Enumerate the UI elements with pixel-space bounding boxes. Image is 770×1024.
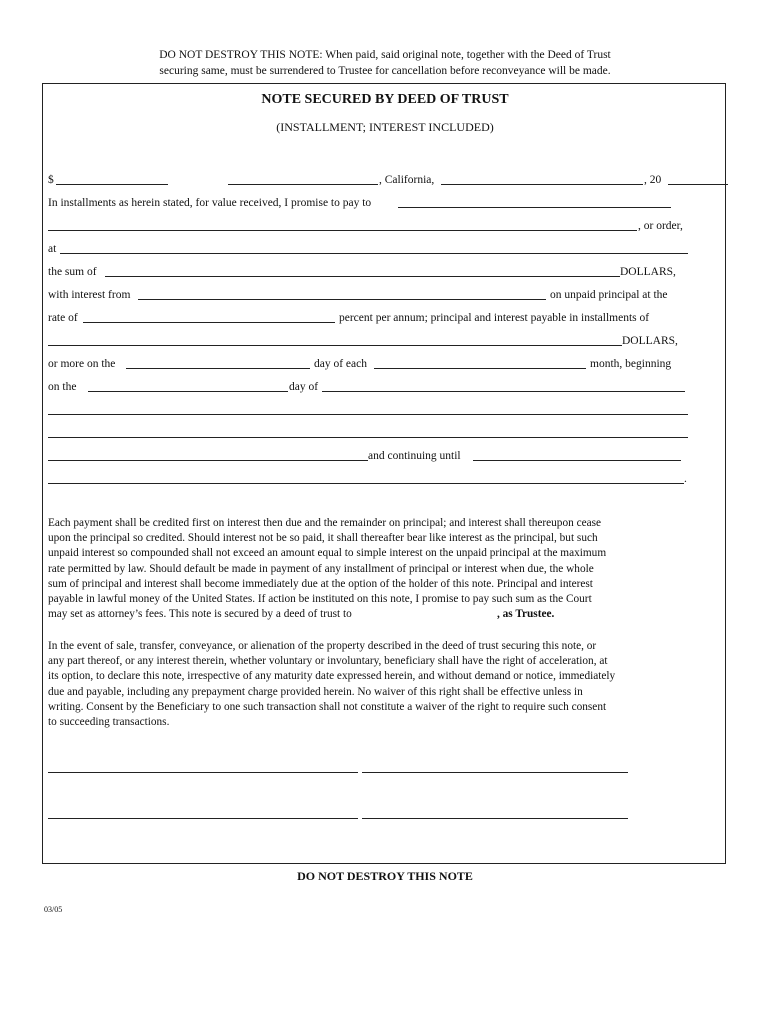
signature-line-4[interactable]: [362, 818, 628, 819]
form-code: 03/05: [44, 905, 63, 914]
final-blank-line: [48, 471, 688, 487]
deed-of-trust-text: may set as attorney’s fees. This note is secured by a deed of trust to: [48, 608, 352, 621]
day-of-label: day of: [289, 381, 319, 393]
header-notice: [0, 47, 770, 79]
paragraph-2-line-4: due and payable, including any prepayment charge provided herein. No waiver of this right shall be effective unless in: [48, 685, 583, 698]
paragraph-1-line-3: unpaid interest so compounded shall not exceed an amount equal to simple interest on the unpaid principal at the maximum: [48, 547, 607, 560]
dollar-sign: $: [48, 174, 54, 186]
or-more-label: or more on the: [48, 358, 116, 370]
paragraph-1-line-2: upon the principal so credited. Should interest not be so paid, it shall thereafter bear like interest as the principal, but such: [48, 532, 598, 545]
paragraph-2-line-5: writing. Consent by the Beneficiary to one such transaction shall not constitute a waiver of the right to require such consent: [48, 700, 607, 713]
paragraph-2-line-6: to succeeding transactions.: [48, 716, 170, 729]
continuing-line: [48, 448, 688, 464]
amount-date-line: [48, 172, 688, 188]
signature-line-2[interactable]: [362, 772, 628, 773]
dollars-label: DOLLARS,: [620, 266, 676, 278]
on-unpaid-label: on unpaid principal at the: [550, 289, 668, 301]
period-mark: .: [684, 473, 687, 485]
final-terms-field[interactable]: [48, 483, 684, 484]
percent-label: percent per annum; principal and interest payable in installments of: [339, 312, 650, 324]
paragraph-1-line-7: [48, 607, 688, 622]
schedule-line: [48, 356, 688, 372]
installment-day-field[interactable]: [126, 368, 310, 369]
additional-terms-field-1[interactable]: [48, 414, 688, 415]
additional-terms-field-2[interactable]: [48, 437, 688, 438]
paragraph-1-line-1: Each payment shall be credited first on interest then due and the remainder on principal; and interest shall thereupon cease: [48, 517, 602, 529]
paragraph-2-line-2: any part thereof, or any interest therein, whether voluntary or involuntary, beneficiary shall have the right of acceleration, at: [48, 655, 608, 668]
document-title: NOTE SECURED BY DEED OF TRUST: [261, 92, 509, 107]
promise-label: In installments as herein stated, for value received, I promise to pay to: [48, 197, 372, 209]
continuing-until-field[interactable]: [473, 460, 681, 461]
paragraph-2-line-3: its option, to declare this note, irrespective of any maturity date expressed herein, and without demand or notice, immediately: [48, 670, 616, 683]
payment-place-line: [48, 241, 688, 257]
with-interest-from-label: with interest from: [48, 289, 131, 301]
period-field[interactable]: [374, 368, 586, 369]
date-field[interactable]: [441, 184, 643, 185]
header-notice-line-2: securing same, must be surrendered to Trustee for cancellation before reconveyance will be made.: [159, 65, 611, 77]
city-field[interactable]: [228, 184, 378, 185]
sum-of-label: the sum of: [48, 266, 97, 278]
paragraph-1-line-6: payable in lawful money of the United States. If action be instituted on this note, I promise to pay such sum as the Court: [48, 593, 592, 606]
footer-notice: DO NOT DESTROY THIS NOTE: [297, 869, 473, 883]
month-beginning-label: month, beginning: [590, 358, 672, 370]
on-the-label: on the: [48, 381, 77, 393]
blank-line-1: [48, 402, 688, 418]
document-subtitle: (INSTALLMENT; INTEREST INCLUDED): [276, 120, 494, 134]
amount-field[interactable]: [56, 184, 168, 185]
paragraph-2-line-1: In the event of sale, transfer, conveyance, or alienation of the property described in the deed of trust securing this note, or: [48, 640, 597, 652]
dollars-label-2: DOLLARS,: [622, 335, 678, 347]
continuing-from-field[interactable]: [48, 460, 368, 461]
payee-field[interactable]: [398, 207, 671, 208]
day-of-each-label: day of each: [314, 358, 367, 370]
payee-continuation-line: [48, 218, 688, 234]
signature-line-3[interactable]: [48, 818, 358, 819]
payee-continuation-field[interactable]: [48, 230, 637, 231]
california-label: , California,: [379, 174, 435, 186]
year-field[interactable]: [668, 184, 728, 185]
paragraph-1-line-5: sum of principal and interest shall become immediately due at the option of the holder of this note. Principal and interest: [48, 577, 593, 590]
rate-field[interactable]: [83, 322, 335, 323]
acceleration-paragraph: [48, 639, 688, 730]
continuing-label: and continuing until: [368, 450, 461, 462]
year-prefix-label: , 20: [644, 174, 662, 186]
signature-line-1[interactable]: [48, 772, 358, 773]
rate-of-label: rate of: [48, 312, 78, 324]
beginning-day-field[interactable]: [88, 391, 288, 392]
sum-line: [48, 264, 688, 280]
beginning-date-line: [48, 379, 688, 395]
rate-line: [48, 310, 688, 326]
as-trustee-label: , as Trustee.: [497, 608, 555, 621]
at-label: at: [48, 243, 57, 255]
payment-place-field[interactable]: [60, 253, 688, 254]
beginning-month-field[interactable]: [322, 391, 685, 392]
payee-line: [48, 195, 688, 211]
header-notice-line-1: DO NOT DESTROY THIS NOTE: When paid, said original note, together with the Deed of Trust: [159, 49, 611, 61]
or-order-label: , or order,: [638, 220, 683, 232]
sum-field[interactable]: [105, 276, 620, 277]
blank-line-2: [48, 425, 688, 441]
installment-amount-field[interactable]: [48, 345, 622, 346]
interest-from-line: [48, 287, 688, 303]
installment-amount-line: [48, 333, 688, 349]
payment-terms-paragraph: [48, 516, 688, 622]
interest-from-field[interactable]: [138, 299, 546, 300]
paragraph-1-line-4: rate permitted by law. Should default be made in payment of any installment of principal or interest when due, the whole: [48, 562, 594, 575]
